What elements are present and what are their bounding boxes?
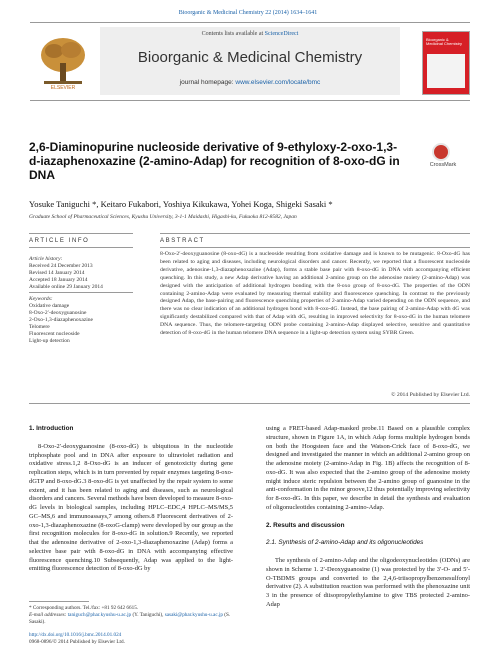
crossmark-icon bbox=[432, 143, 450, 161]
footnotes bbox=[29, 605, 239, 646]
keyword-item: Oxidative damage bbox=[29, 303, 70, 309]
history-accepted: Accepted 18 January 2014 bbox=[29, 277, 88, 283]
keyword-item: Light-up detection bbox=[29, 338, 70, 344]
contents-line bbox=[100, 31, 400, 37]
journal-citation[interactable]: Bioorganic & Medicinal Chemistry 22 (2014) 1634–1641 bbox=[178, 10, 318, 16]
email-link-2[interactable]: sasaki@phar.kyushu-u.ac.jp bbox=[164, 612, 223, 618]
email-name-1: (Y. Taniguchi), bbox=[131, 612, 165, 618]
crossmark-button[interactable] bbox=[415, 143, 471, 173]
email-line bbox=[29, 612, 239, 626]
body-left-column bbox=[29, 425, 233, 574]
body-right-column bbox=[266, 425, 470, 610]
email-link-1[interactable]: taniguch@phar.kyushu-u.ac.jp bbox=[67, 612, 132, 618]
homepage-link[interactable]: www.elsevier.com/locate/bmc bbox=[235, 79, 321, 86]
homepage-prefix: journal homepage: bbox=[179, 79, 236, 86]
abstract-rule bbox=[160, 247, 470, 248]
journal-cover-thumbnail[interactable] bbox=[422, 31, 470, 95]
journal-masthead bbox=[30, 22, 470, 101]
email-prefix: E-mail addresses: bbox=[29, 612, 68, 618]
cover-title: Bioorganic & Medicinal Chemistry bbox=[426, 37, 463, 47]
intro-paragraph: 8-Oxo-2′-deoxyguanosine (8-oxo-dG) is ubiquitous in the nucleotide triphosphate pool and in DNA after exposure to ultraviolet radiation and oxidative stress.1,2 8-Oxo-dG is an inducer of genotoxicity during gene replication steps, which is in turn prevented by repair enzymes targeting 8-oxo-dGTP and 8-oxo-dG.3 8-oxo-dG is yet unaffected by the repair system to some extent, and it has been related to aging and diseases, such as neurological disorders and cancers. Several methods have been developed to measure 8-oxo-dG levels in biological samples, including HPLC–EDC,4 HPLC–MS/MS,5 GC–MS,6 and immunoassays,7 among others.8 Fluorescent derivatives of 2-oxo-1,3-diazaphenoxazine (8-oxoG-clamp) were developed by our group as the first recognition molecules for 8-oxo-dG in solution.9 Recently, we reported that the adenosine derivative of 2-oxo-1,3-diazaphenoxazine (Adap) forms a selective base pair with 8-oxo-dG in DNA with accompanying effective fluorescence quenching.10 Subsequently, Adap was applied to the light-emitting fluorescence detection of 8-oxo-dG by bbox=[29, 442, 233, 573]
article-info-heading: ARTICLE INFO bbox=[29, 238, 90, 244]
journal-homepage-line bbox=[100, 79, 400, 86]
abstract-text: 8-Oxo-2′-deoxyguanosine (8-oxo-dG) is a nucleoside resulting from oxidative damage and is known to be mutagenic. 8-Oxo-dG has been related to aging and diseases, including neurological disorders and cancer. Recently, we reported that a fluorescent nucleoside derivative, adenosine-1,3-diazaphenoxazine (Adap), forms a stable base pair with 8-oxo-dG in DNA with accompanying efficient quenching. In this study, a new Adap derivative having an additional 2-amino group on the adenosine moiety (2-amino-Adap) was designed with the anticipation of additional hydrogen bonding with the 8-oxo group of 8-oxo-dG. The properties of the ODN containing 2-amino-Adap were evaluated by measuring thermal stability and fluorescence quenching. In contrast to the previously designed Adap, the base-pairing and fluorescence quenching properties of 2-amino-Adap varied depending on the ODN sequence, and there was no clear indication of an additional hydrogen bond with 8-oxo-dG. Instead, the base pairing of 2-amino-Adap with dG was significantly destabilized compared with that of Adap with dG, resulting in improved selectivity for 8-oxo-dG in the human telomere DNA sequence. Thus, the telomere-targeting ODN probe containing 2-amino-Adap displayed selective, sensitive and quantitative detection of 8-oxo-dG in the human telomere DNA sequence in a light-up detection system using SYBR Green. bbox=[160, 251, 470, 337]
footnote-rule bbox=[29, 601, 89, 602]
synthesis-heading: 2.1. Synthesis of 2-amino-Adap and its oligonucleotides bbox=[266, 539, 424, 547]
keyword-item: Fluorescent nucleoside bbox=[29, 331, 80, 337]
sciencedirect-link[interactable]: ScienceDirect bbox=[264, 31, 299, 37]
info-rule bbox=[29, 247, 133, 248]
svg-text:ELSEVIER: ELSEVIER bbox=[50, 85, 76, 91]
masthead-center-panel bbox=[100, 27, 400, 95]
intro-paragraph-continued: using a FRET-based Adap-masked probe.11 Based on a plausible complex structure, shown in Figure 1A, in which Adap forms multiple hydrogen bonds on both the Hoogsteen face and the Watson-Crick face of 8-oxo-dG, we designed and investigated the manner in which an additional 2-amino group on the adenosine moiety (2-amino-Adap in Fig. 1B) affects the recognition of 8-oxo-dG. It was also expected that the 2-amino group of the adenosine moiety might induce steric repulsion between the 2-amino group of guanosine in the anti-conformation in the minor groove,12 thus potentially improving selectivity for 8-oxo-dG. In this paper, we describe in detail the synthesis and evaluation of oligonucleotides containing 2-amino-Adap. bbox=[266, 425, 470, 511]
synthesis-paragraph: The synthesis of 2-amino-Adap and the oligodeoxynucleotides (ODNs) are shown in Scheme 1. 2′-Deoxyguanosine (1) was protected by the 3′-O- and 5′-O-TBDMS groups and converted to the 2,4,6-triisopropylbenzenesulfonyl derivative (2). A substitution reaction was performed with the phenoxazine unit 3 in the presence of diisopropylethylamine to give TBS protected 2-amino-Adap bbox=[266, 557, 470, 608]
keyword-item: 2-Oxo-1,3-diazaphenoxazine bbox=[29, 317, 93, 323]
journal-name: Bioorganic & Medicinal Chemistry bbox=[137, 49, 363, 66]
keywords-label: Keywords: bbox=[29, 296, 53, 302]
elsevier-tree-logo-icon bbox=[34, 33, 92, 91]
abstract-top-rule bbox=[160, 233, 470, 234]
keyword-item: Telomere bbox=[29, 324, 50, 330]
history-revised: Revised 14 January 2014 bbox=[29, 270, 85, 276]
keyword-list bbox=[29, 296, 129, 345]
crossmark-label: CrossMark bbox=[429, 162, 457, 168]
introduction-heading: 1. Introduction bbox=[29, 425, 74, 432]
article-title: 2,6-Diaminopurine nucleoside derivative of 9-ethyloxy-2-oxo-1,3-d-iazaphenoxazine (2-amino-Adap) for recognition of 8-oxo-dG in DNA bbox=[29, 140, 400, 182]
doi-link[interactable]: http://dx.doi.org/10.1016/j.bmc.2014.01.024 bbox=[29, 632, 122, 638]
info-top-rule bbox=[29, 233, 133, 234]
contents-prefix: Contents lists available at bbox=[201, 31, 265, 37]
keyword-item: 8-Oxo-2′-deoxyguanosine bbox=[29, 310, 87, 316]
issn-line: 0968-0896/© 2014 Published by Elsevier Ltd. bbox=[29, 639, 125, 645]
history-available: Available online 29 January 2014 bbox=[29, 284, 103, 290]
email-name-2: (S. Sasaki). bbox=[29, 612, 231, 625]
author-list: Yosuke Taniguchi *, Keitaro Fukabori, Yoshiya Kikukawa, Yohei Koga, Shigeki Sasaki * bbox=[29, 199, 333, 209]
history-received: Received 24 December 2013 bbox=[29, 263, 93, 269]
article-history bbox=[29, 256, 129, 291]
abstract-copyright: © 2014 Published by Elsevier Ltd. bbox=[391, 392, 470, 398]
keywords-rule bbox=[29, 292, 133, 293]
history-label: Article history: bbox=[29, 256, 63, 262]
corresponding-authors: * Corresponding authors. Tel./fax: +81 92 642 6615. bbox=[29, 605, 139, 611]
results-heading: 2. Results and discussion bbox=[266, 521, 345, 529]
affiliation: Graduate School of Pharmaceutical Sciences, Kyushu University, 3-1-1 Maidashi, Higashi-ku, Fukuoka 812-8582, Japan bbox=[29, 214, 297, 220]
cover-image-area bbox=[427, 54, 465, 88]
abstract-heading: ABSTRACT bbox=[160, 238, 205, 244]
abstract-bottom-rule bbox=[29, 403, 470, 404]
